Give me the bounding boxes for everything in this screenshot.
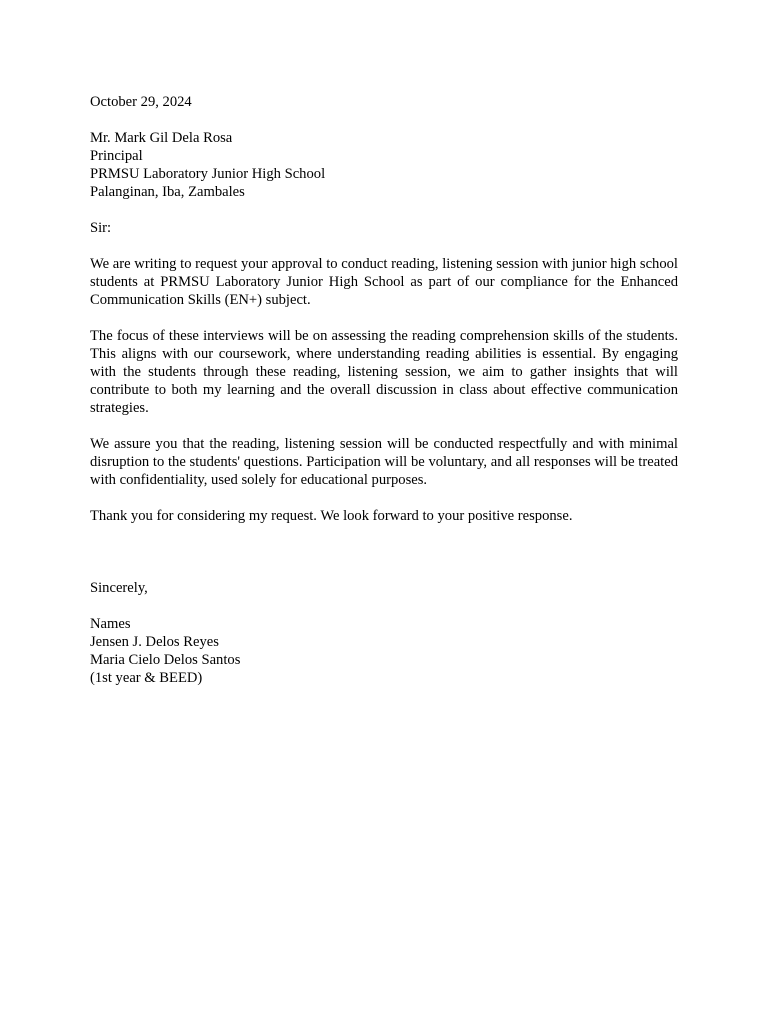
body-paragraph-3: We assure you that the reading, listening session will be conducted respectfully and with minimal disruption to the students' questions. Participation will be voluntary, and all responses will be treated with confidentiality, used solely for educational purposes. bbox=[90, 436, 678, 488]
spacer bbox=[90, 417, 678, 435]
body-paragraph-4: Thank you for considering my request. We look forward to your positive response. bbox=[90, 508, 573, 524]
signatory-name: Maria Cielo Delos Santos bbox=[90, 652, 241, 668]
recipient-address: Palanginan, Iba, Zambales bbox=[90, 184, 245, 200]
spacer bbox=[90, 201, 678, 219]
spacer bbox=[90, 237, 678, 255]
spacer bbox=[90, 561, 678, 579]
spacer bbox=[90, 309, 678, 327]
signatories-note: (1st year & BEED) bbox=[90, 670, 203, 686]
recipient-name: Mr. Mark Gil Dela Rosa bbox=[90, 130, 233, 146]
spacer bbox=[90, 525, 678, 561]
body-paragraph-2: The focus of these interviews will be on assessing the reading comprehension skills of the students. This aligns with our coursework, where understanding reading abilities is essential. By engaging with the students through these reading, listening session, we aim to gather insights that will contribute to both my learning and the overall discussion in class about effective communication strategies. bbox=[90, 328, 678, 416]
spacer bbox=[90, 489, 678, 507]
letter-page bbox=[90, 93, 678, 687]
spacer bbox=[90, 111, 678, 129]
recipient-title: Principal bbox=[90, 148, 143, 164]
recipient-school: PRMSU Laboratory Junior High School bbox=[90, 166, 326, 182]
closing: Sincerely, bbox=[90, 580, 148, 596]
body-paragraph-1: We are writing to request your approval to conduct reading, listening session with junior high school students at PRMSU Laboratory Junior High School as part of our compliance for the Enhanced Communication Skills (EN+) subject. bbox=[90, 256, 678, 308]
letter-date: October 29, 2024 bbox=[90, 94, 192, 110]
spacer bbox=[90, 597, 678, 615]
signature-block bbox=[90, 615, 678, 687]
signatory-name: Jensen J. Delos Reyes bbox=[90, 634, 219, 650]
salutation: Sir: bbox=[90, 220, 112, 236]
signatories-heading: Names bbox=[90, 616, 131, 632]
recipient-block bbox=[90, 129, 678, 201]
